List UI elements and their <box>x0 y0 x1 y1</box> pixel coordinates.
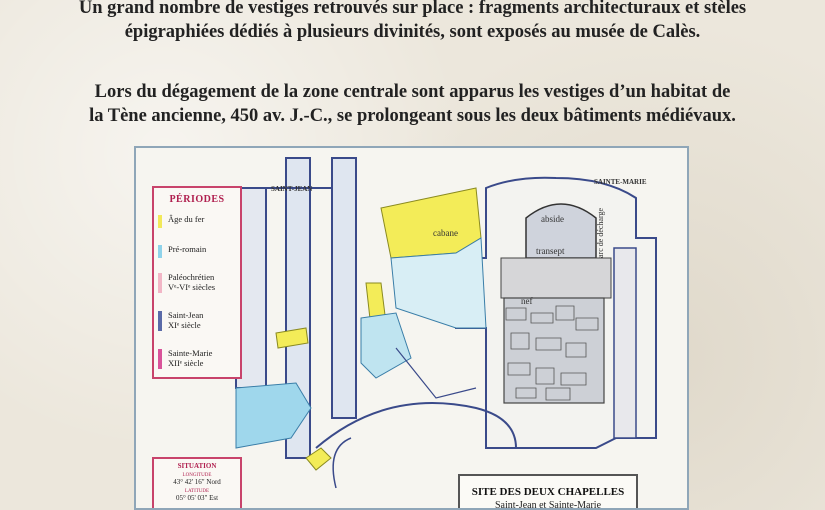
legend-label: Saint-Jean XIᵉ siècle <box>168 310 204 330</box>
saint-jean-label: SAINT-JEAN <box>271 185 313 193</box>
legend-label: Sainte-Marie XIIᵉ siècle <box>168 348 213 368</box>
situation-box <box>152 457 242 510</box>
site-plan <box>134 146 689 510</box>
transept-label: transept <box>536 246 565 256</box>
latitude-value: 05° 05' 03" Est <box>175 494 219 502</box>
transept-block <box>501 258 611 298</box>
site-title-box <box>458 474 638 510</box>
paragraph-line: Lors du dégagement de la zone centrale sont apparus les vestiges d’un habitat de <box>94 82 731 102</box>
legend-title: PÉRIODES <box>169 194 225 205</box>
abside-label: abside <box>541 214 564 224</box>
site-subtitle: Saint-Jean et Sainte-Marie <box>494 500 602 510</box>
legend-swatch <box>158 215 162 228</box>
paragraph-line: la Tène ancienne, 450 av. J.-C., se prolongeant sous les deux bâtiments médiévaux. <box>89 106 736 126</box>
situation-title: SITUATION <box>177 462 217 470</box>
nave-block <box>504 298 604 403</box>
arc-label: arc de décharge <box>596 207 605 258</box>
habitat-paragraph <box>0 80 825 128</box>
legend-swatch <box>158 245 162 258</box>
longitude-value: 43° 42' 16" Nord <box>173 478 221 486</box>
saint-jean-wall-east <box>332 158 356 418</box>
legend-swatch <box>158 273 162 293</box>
legend-swatch <box>158 349 162 369</box>
sainte-marie-label: SAINTE-MARIE <box>594 178 647 186</box>
nef-label: nef <box>521 296 533 306</box>
legend-label: Pré-romain <box>168 244 207 254</box>
legend-label: Âge du fer <box>168 214 205 224</box>
paragraph-line: épigraphiées dédiés à plusieurs divinités, sont exposés au musée de Calès. <box>124 22 701 42</box>
buttress-wall <box>614 248 636 438</box>
periods-legend <box>152 186 242 379</box>
latitude-label: LATITUDE <box>184 489 210 494</box>
intro-paragraph <box>0 0 825 44</box>
site-title: SITE DES DEUX CHAPELLES <box>471 486 625 498</box>
longitude-label: LONGITUDE <box>182 473 212 478</box>
cabane-label: cabane <box>433 228 458 238</box>
legend-label: Paléochrétien Vᵉ-VIᵉ siècles <box>168 272 216 292</box>
legend-swatch <box>158 311 162 331</box>
paragraph-line: Un grand nombre de vestiges retrouvés sur place : fragments architecturaux et stèles <box>78 0 747 18</box>
